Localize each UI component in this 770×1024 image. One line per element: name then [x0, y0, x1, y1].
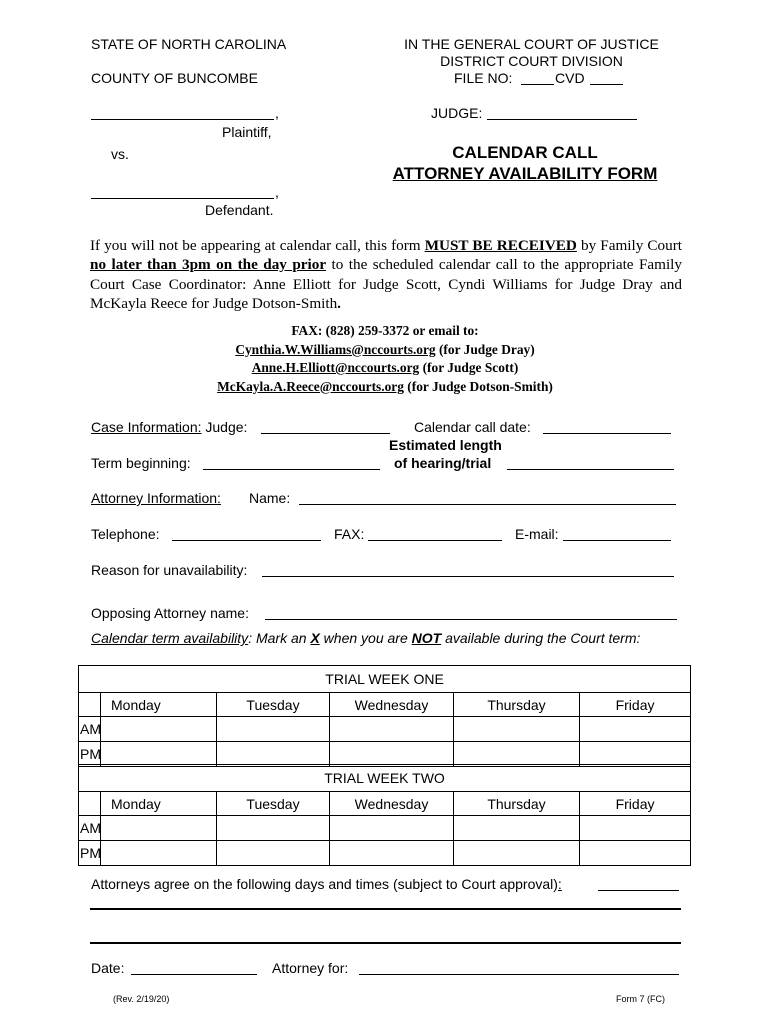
date-line[interactable] — [131, 974, 257, 975]
telephone-line[interactable] — [172, 540, 321, 541]
revision-date: (Rev. 2/19/20) — [113, 994, 170, 1004]
availability-note-text-3: available during the Court term: — [441, 630, 641, 646]
email-reece-link[interactable]: McKayla.A.Reece@nccourts.org — [217, 378, 404, 394]
form-title-line-2: ATTORNEY AVAILABILITY FORM — [392, 164, 658, 183]
week-one-pm-label: PM — [79, 742, 101, 767]
file-no-label: FILE NO: — [454, 70, 513, 86]
reason-label: Reason for unavailability: — [91, 562, 248, 578]
form-title-line-1: CALENDAR CALL — [452, 143, 598, 162]
availability-note-text-1: : Mark an — [248, 630, 311, 646]
trial-week-two-title: TRIAL WEEK TWO — [79, 765, 691, 792]
trial-week-one-title: TRIAL WEEK ONE — [79, 666, 691, 693]
week-two-wednesday-pm-cell[interactable] — [330, 841, 454, 866]
week-two-tuesday-am-cell[interactable] — [217, 816, 330, 841]
week-one-thursday-pm-cell[interactable] — [454, 742, 580, 767]
week-two-thursday-am-cell[interactable] — [454, 816, 580, 841]
week-one-thursday-am-cell[interactable] — [454, 717, 580, 742]
week-one-wednesday: Wednesday — [330, 693, 454, 717]
week-one-tuesday: Tuesday — [217, 693, 330, 717]
form-number: Form 7 (FC) — [616, 994, 665, 1004]
week-one-wednesday-am-cell[interactable] — [330, 717, 454, 742]
case-info-label: Case Information: — [91, 419, 202, 435]
opposing-attorney-label: Opposing Attorney name: — [91, 605, 249, 621]
week-two-thursday: Thursday — [454, 792, 580, 816]
instructions-paragraph — [90, 236, 682, 314]
plaintiff-name-line[interactable] — [91, 119, 274, 120]
defendant-comma: , — [275, 184, 279, 200]
instructions-period: . — [337, 295, 341, 313]
week-one-friday: Friday — [580, 693, 691, 717]
judge-name-line[interactable] — [487, 119, 637, 120]
week-two-tuesday: Tuesday — [217, 792, 330, 816]
opposing-attorney-line[interactable] — [265, 619, 677, 620]
week-one-friday-pm-cell[interactable] — [580, 742, 691, 767]
plaintiff-comma: , — [275, 105, 279, 121]
availability-term-label: Calendar term availability — [91, 630, 249, 646]
defendant-label: Defendant. — [205, 202, 274, 218]
file-no-cvd: CVD — [555, 70, 585, 86]
case-judge-label: Judge: — [201, 419, 248, 435]
week-two-corner — [79, 792, 101, 816]
email-reece-note: (for Judge Dotson-Smith) — [403, 378, 553, 394]
week-two-wednesday: Wednesday — [330, 792, 454, 816]
week-one-wednesday-pm-cell[interactable] — [330, 742, 454, 767]
telephone-label: Telephone: — [91, 526, 160, 542]
fax-line-field[interactable] — [368, 540, 502, 541]
week-one-tuesday-pm-cell[interactable] — [217, 742, 330, 767]
attorney-info-label: Attorney Information: — [91, 490, 221, 506]
date-label: Date: — [91, 960, 125, 976]
email-williams-link[interactable]: Cynthia.W.Williams@nccourts.org — [235, 341, 436, 357]
agreement-line-2[interactable] — [90, 908, 681, 910]
calendar-call-label: Calendar call date: — [414, 419, 531, 435]
estimated-length-line[interactable] — [507, 469, 674, 470]
attorney-for-label: Attorney for: — [272, 960, 349, 976]
email-elliott-note: (for Judge Scott) — [419, 360, 519, 375]
trial-week-one-table — [78, 665, 691, 767]
court-line-2: DISTRICT COURT DIVISION — [440, 53, 623, 69]
term-beginning-label: Term beginning: — [91, 455, 191, 471]
attorney-for-line[interactable] — [359, 974, 679, 975]
week-one-am-label: AM — [79, 717, 101, 742]
plaintiff-label: Plaintiff, — [222, 124, 272, 140]
fax-label: FAX: — [334, 526, 365, 542]
week-one-monday-am-cell[interactable] — [101, 717, 217, 742]
deadline-text: no later than 3pm on the day prior — [90, 256, 327, 274]
email-line[interactable] — [563, 540, 671, 541]
week-one-tuesday-am-cell[interactable] — [217, 717, 330, 742]
term-beginning-line[interactable] — [203, 469, 380, 470]
vs-label: vs. — [111, 146, 129, 162]
email-elliott-link[interactable]: Anne.H.Elliott@nccourts.org — [251, 360, 420, 375]
week-one-thursday: Thursday — [454, 693, 580, 717]
email-williams-note: (for Judge Dray) — [435, 341, 535, 357]
judge-label: JUDGE: — [431, 105, 483, 121]
case-judge-line[interactable] — [261, 433, 390, 434]
state-label: STATE OF NORTH CAROLINA — [91, 36, 287, 52]
week-two-monday: Monday — [101, 792, 217, 816]
attorney-name-line[interactable] — [299, 504, 676, 505]
county-label: COUNTY OF BUNCOMBE — [91, 70, 258, 86]
estimated-length-label: Estimated length — [389, 437, 502, 453]
availability-not: NOT — [411, 630, 442, 646]
file-no-blank[interactable] — [521, 84, 554, 85]
instructions-text-2: by Family Court — [576, 237, 682, 254]
fax-line: FAX: (828) 259-3372 or email to: — [291, 323, 479, 338]
week-two-monday-pm-cell[interactable] — [101, 841, 217, 866]
week-two-tuesday-pm-cell[interactable] — [217, 841, 330, 866]
week-one-monday: Monday — [101, 693, 217, 717]
instructions-text-3: to the scheduled calendar call to the appropriate Family Court Case Coordinator: Anne Elliott for Judge Scott, Cyndi Williams for Judge Dray and McKayla Reece for Judge Dotson-Smith — [90, 256, 682, 313]
agreement-line-3[interactable] — [90, 942, 681, 944]
must-be-received: MUST BE RECEIVED — [424, 237, 577, 254]
instructions-text-1: If you will not be appearing at calendar call, this form — [90, 237, 425, 254]
availability-note-text-2: when you are — [319, 630, 412, 646]
week-two-friday: Friday — [580, 792, 691, 816]
week-two-friday-pm-cell[interactable] — [580, 841, 691, 866]
reason-line[interactable] — [262, 576, 674, 577]
agreement-line-1[interactable] — [598, 890, 679, 891]
court-line-1: IN THE GENERAL COURT OF JUSTICE — [404, 36, 659, 52]
week-one-monday-pm-cell[interactable] — [101, 742, 217, 767]
file-no-number-blank[interactable] — [590, 84, 623, 85]
hearing-trial-label: of hearing/trial — [394, 455, 492, 471]
agreement-text — [91, 876, 562, 892]
agreement-label: Attorneys agree on the following days and times (subject to Court approval) — [91, 876, 558, 892]
week-one-friday-am-cell[interactable] — [580, 717, 691, 742]
calendar-call-date-line[interactable] — [543, 433, 671, 434]
attorney-name-label: Name: — [249, 490, 291, 506]
week-two-monday-am-cell[interactable] — [101, 816, 217, 841]
week-one-corner — [79, 693, 101, 717]
week-two-friday-am-cell[interactable] — [580, 816, 691, 841]
email-label: E-mail: — [515, 526, 559, 542]
availability-x-mark: X — [310, 630, 320, 646]
week-two-pm-label: PM — [79, 841, 101, 866]
week-two-wednesday-am-cell[interactable] — [330, 816, 454, 841]
trial-week-two-table — [78, 764, 691, 866]
agreement-colon: : — [557, 876, 562, 892]
contact-block — [0, 322, 770, 396]
case-info-row — [91, 419, 247, 435]
availability-note — [91, 630, 640, 646]
week-two-thursday-pm-cell[interactable] — [454, 841, 580, 866]
defendant-name-line[interactable] — [91, 198, 274, 199]
week-two-am-label: AM — [79, 816, 101, 841]
